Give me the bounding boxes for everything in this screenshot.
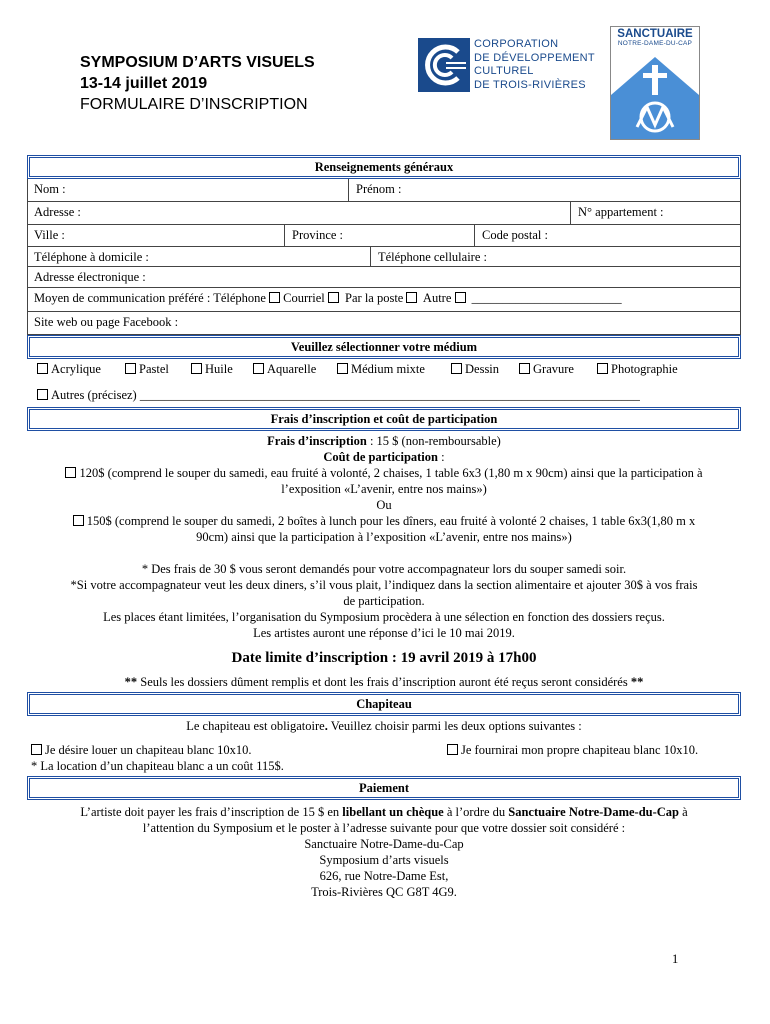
row-adresse (27, 202, 741, 225)
checkbox-fournir[interactable] (447, 744, 458, 755)
checkbox-huile[interactable] (191, 363, 202, 374)
section-header-chapiteau: Chapiteau (27, 692, 741, 716)
paiement-block (27, 804, 741, 900)
checkbox-courriel[interactable] (328, 292, 339, 303)
medium-label-huile: Huile (205, 362, 233, 376)
option-120-line-2: l’exposition «L’avenir, entre nos mains») (281, 482, 487, 496)
medium-label-pastel: Pastel (139, 362, 169, 376)
opt-poste-label: Par la poste (345, 291, 404, 305)
sanct-line-1: SANCTUAIRE (617, 28, 693, 40)
checkbox-gravure[interactable] (519, 363, 530, 374)
note-places: Les places étant limitées, l’organisation du Symposium procèdera à une sélection en fonction des dossiers reçus. (103, 610, 665, 624)
medium-label-aquarelle: Aquarelle (267, 362, 317, 376)
site-web-field[interactable]: Site web ou page Facebook : (34, 315, 179, 329)
paiement-line1-b: à l’ordre du (443, 805, 509, 819)
title-line-3: FORMULAIRE D’INSCRIPTION (80, 96, 308, 113)
option-louer-label: Je désire louer un chapiteau blanc 10x10. (45, 743, 252, 757)
frais-value: : 15 $ (non-remboursable) (366, 434, 501, 448)
section-header-medium: Veuillez sélectionner votre médium (27, 335, 741, 359)
title-line-1: SYMPOSIUM D’ARTS VISUELS (80, 54, 315, 71)
title-line-2: 13-14 juillet 2019 (80, 75, 208, 92)
row-nom-prenom (27, 179, 741, 202)
paiement-line-2: l’attention du Symposium et le poster à l’adresse suivante pour que votre dossier soit considéré : (142, 821, 626, 835)
checkbox-poste[interactable] (406, 292, 417, 303)
only-complete-line (27, 674, 741, 690)
cdc-line-3: CULTUREL (474, 65, 534, 77)
registration-form (27, 155, 741, 900)
chapiteau-intro (27, 718, 741, 734)
chapiteau-block (27, 718, 741, 774)
cdc-line-1: CORPORATION (474, 38, 559, 50)
tel-cellulaire-field[interactable]: Téléphone cellulaire : (378, 250, 487, 264)
checkbox-aquarelle[interactable] (253, 363, 264, 374)
section-header-general: Renseignements généraux (27, 155, 741, 179)
paiement-beneficiaire: Sanctuaire Notre-Dame-du-Cap (508, 805, 679, 819)
medium-label-photographie: Photographie (611, 362, 678, 376)
option-louer[interactable] (31, 742, 252, 758)
row-courriel (27, 267, 741, 288)
sanctuaire-emblem-icon (611, 55, 699, 139)
section-header-paiement: Paiement (27, 776, 741, 800)
frais-block (27, 433, 741, 690)
chapiteau-intro-rest: Veuillez choisir parmi les deux options suivantes : (327, 719, 582, 733)
opt-courriel-label: Courriel (283, 291, 325, 305)
ville-field[interactable]: Ville : (34, 228, 65, 242)
option-120-text-a: 120$ (comprend le souper du samedi, eau fruité à volonté, 2 chaises, 1 table 6x3 (1,80 m x 90cm) ainsi que la participation à (79, 466, 703, 480)
ou-text: Ou (376, 498, 392, 512)
option-150-line-1 (27, 513, 741, 529)
checkbox-autres[interactable] (37, 389, 48, 400)
sanctuaire-logo-text (610, 28, 700, 47)
medium-option-2[interactable] (185, 359, 239, 381)
opt-autre-label: Autre (422, 291, 452, 305)
autre-line[interactable]: ________________________ (471, 291, 622, 305)
frais-inscription-line (27, 433, 741, 449)
checkbox-pastel[interactable] (125, 363, 136, 374)
medium-option-0[interactable] (31, 359, 107, 381)
frais-label: Frais d’inscription (267, 434, 367, 448)
checkbox-option-120[interactable] (65, 467, 76, 478)
medium-autres-label: Autres (précisez) ________________________________________________________________________________ (51, 388, 640, 402)
checkbox-autre[interactable] (455, 292, 466, 303)
cdc-logo-text (474, 38, 595, 92)
sanct-line-2: NOTRE-DAME-DU-CAP (617, 40, 693, 47)
option-fournir-label: Je fournirai mon propre chapiteau blanc 10x10. (461, 743, 699, 757)
address-line-4: Trois-Rivières QC G8T 4G9. (311, 885, 457, 899)
adresse-field[interactable]: Adresse : (34, 205, 81, 219)
chapiteau-intro-dot: . (324, 719, 328, 733)
note-reponse: Les artistes auront une réponse d’ici le 10 mai 2019. (253, 626, 515, 640)
medium-label-medium-mixte: Médium mixte (351, 362, 425, 376)
note-accompagnateur: * Des frais de 30 $ vous seront demandés pour votre accompagnateur lors du souper samedi soir. (141, 562, 627, 576)
page-number: 1 (672, 952, 679, 966)
paiement-line-1 (27, 804, 741, 820)
checkbox-dessin[interactable] (451, 363, 462, 374)
row-medium-options (27, 359, 741, 381)
option-120-line-1 (27, 465, 741, 481)
address-line-2: Symposium d’arts visuels (319, 853, 449, 867)
medium-option-7[interactable] (591, 359, 684, 381)
chapiteau-cost-note: * La location d’un chapiteau blanc a un coût 115$. (31, 759, 284, 773)
option-fournir[interactable] (447, 742, 698, 758)
medium-label-gravure: Gravure (533, 362, 574, 376)
note-diners-a: *Si votre accompagnateur veut les deux diners, s’il vous plait, l’indiquez dans la section alimentaire et ajouter 30$ à vos frais (70, 578, 698, 592)
code-postal-field[interactable]: Code postal : (482, 228, 548, 242)
cdc-line-2: DE DÉVELOPPEMENT (474, 51, 595, 64)
address-line-1: Sanctuaire Notre-Dame-du-Cap (304, 837, 464, 851)
stars-left: ** (124, 675, 138, 689)
row-ville (27, 225, 741, 247)
checkbox-medium-mixte[interactable] (337, 363, 348, 374)
paiement-line1-c: à (678, 805, 688, 819)
document-title (80, 52, 315, 115)
section-header-frais: Frais d’inscription et coût de participation (27, 407, 741, 431)
nom-field[interactable]: Nom : (34, 182, 66, 196)
deadline-text: Date limite d’inscription : 19 avril 2019 à 17h00 (231, 650, 537, 666)
moyen-label: Moyen de communication préféré : Téléphone (34, 291, 266, 305)
checkbox-option-150[interactable] (73, 515, 84, 526)
courriel-field[interactable]: Adresse électronique : (34, 270, 146, 284)
address-line-3: 626, rue Notre-Dame Est, (319, 869, 449, 883)
checkbox-acrylique[interactable] (37, 363, 48, 374)
stars-right: ** (630, 675, 644, 689)
row-moyen-communication (27, 288, 741, 312)
checkbox-photographie[interactable] (597, 363, 608, 374)
option-150-line-2: 90cm) ainsi que la participation à l’exposition «L’avenir, entre nos mains») (196, 530, 572, 544)
cdc-line-4: DE TROIS-RIVIÈRES (474, 78, 586, 91)
medium-option-4[interactable] (331, 359, 431, 381)
medium-label-dessin: Dessin (465, 362, 500, 376)
appartement-field[interactable]: N° appartement : (578, 205, 664, 219)
checkbox-louer[interactable] (31, 744, 42, 755)
tel-domicile-field[interactable]: Téléphone à domicile : (34, 250, 149, 264)
paiement-line1-a: L’artiste doit payer les frais d’inscription de 15 $ en (80, 805, 343, 819)
medium-autres[interactable] (31, 385, 646, 409)
cout-colon: : (437, 450, 445, 464)
row-site-web (27, 312, 741, 335)
medium-option-5[interactable] (445, 359, 505, 381)
row-telephones (27, 247, 741, 267)
only-complete-text: Seuls les dossiers dûment remplis et dont les frais d’inscription auront été reçus seront considérés (137, 675, 631, 689)
cout-label: Coût de participation (323, 450, 438, 464)
medium-option-6[interactable] (513, 359, 580, 381)
checkbox-telephone[interactable] (269, 292, 280, 303)
province-field[interactable]: Province : (292, 228, 344, 242)
note-diners-b: de participation. (343, 594, 425, 608)
moyen-communication (28, 288, 628, 311)
cout-participation-line (27, 449, 741, 465)
medium-option-3[interactable] (247, 359, 322, 381)
row-medium-autres (27, 381, 741, 405)
medium-option-1[interactable] (119, 359, 175, 381)
prenom-field[interactable]: Prénom : (356, 182, 402, 196)
cdc-logo-icon (418, 38, 470, 92)
paiement-cheque: libellant un chèque (342, 805, 444, 819)
medium-label-acrylique: Acrylique (51, 362, 101, 376)
chapiteau-intro-a: Le chapiteau est obligatoire (186, 719, 325, 733)
option-150-text-a: 150$ (comprend le souper du samedi, 2 boîtes à lunch pour les dîners, eau fruité à volonté 2 chaises, 1 table 6x3(1,80 m x (86, 514, 696, 528)
